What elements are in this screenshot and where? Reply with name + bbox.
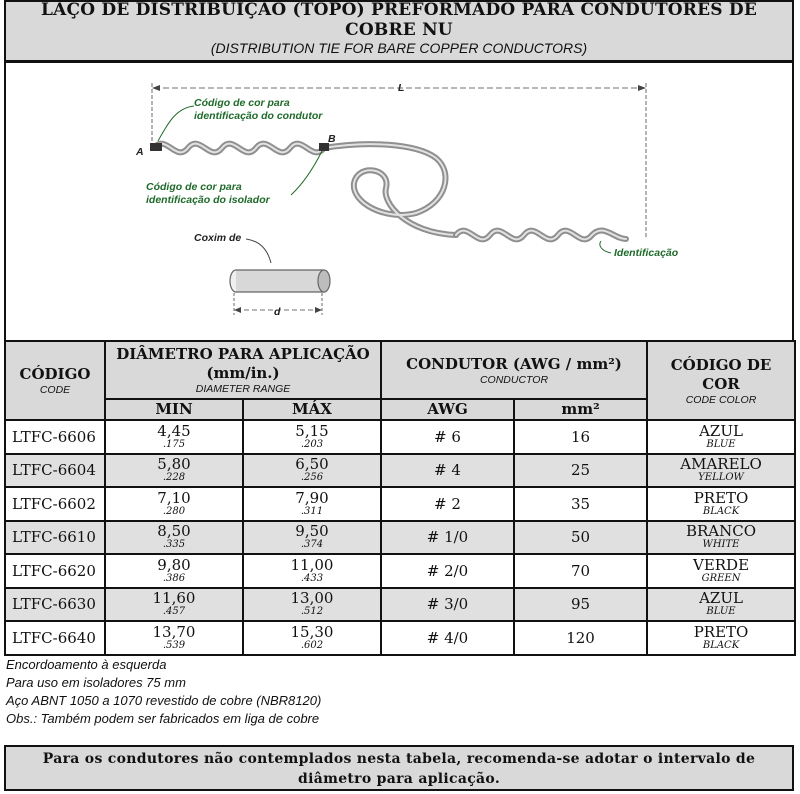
distribution-tie-drawing [6, 63, 792, 340]
arrow-left-icon [234, 307, 241, 313]
cushion-label: Coxim de [194, 232, 242, 244]
dimension-d-label: d [274, 306, 281, 318]
cell-max: 11,00 .433 [243, 554, 381, 588]
table-row [5, 621, 795, 655]
table-row [5, 588, 795, 622]
cell-awg: # 1/0 [381, 521, 514, 555]
insulator-code-label-line1: Código de cor para [146, 181, 242, 193]
cell-mm2: 70 [514, 554, 647, 588]
cell-max: 6,50 .256 [243, 454, 381, 488]
identification-label: Identificação [614, 247, 679, 259]
cell-awg: # 2/0 [381, 554, 514, 588]
cell-code: LTFC-6606 [5, 420, 105, 454]
cell-mm2: 35 [514, 487, 647, 521]
insulator-leader-line [291, 151, 322, 195]
cell-max: 5,15 .203 [243, 420, 381, 454]
cell-awg: # 2 [381, 487, 514, 521]
header-color-code: CÓDIGO DE COR CODE COLOR [647, 341, 795, 420]
header-mm2: mm² [514, 399, 647, 420]
header-max: MÁX [243, 399, 381, 420]
cell-mm2: 25 [514, 454, 647, 488]
dimension-l-label: L [398, 82, 405, 94]
cell-color: AMARELO YELLOW [647, 454, 795, 488]
page-subtitle: (DISTRIBUTION TIE FOR BARE COPPER CONDUCTORS) [210, 40, 588, 56]
identification-leader-line [600, 241, 611, 253]
conductor-color-marker [150, 143, 162, 151]
cell-color: PRETO BLACK [647, 621, 795, 655]
cell-color: VERDE GREEN [647, 554, 795, 588]
cell-code: LTFC-6620 [5, 554, 105, 588]
cell-min: 5,80 .228 [105, 454, 243, 488]
table-body [5, 420, 795, 655]
point-a-label: A [136, 146, 144, 158]
cell-code: LTFC-6630 [5, 588, 105, 622]
cell-awg: # 4/0 [381, 621, 514, 655]
cell-mm2: 95 [514, 588, 647, 622]
cell-mm2: 120 [514, 621, 647, 655]
cell-color: AZUL BLUE [647, 588, 795, 622]
arrow-right-icon [315, 307, 322, 313]
cell-code: LTFC-6604 [5, 454, 105, 488]
header-conductor: CONDUTOR (AWG / mm²) CONDUCTOR [381, 341, 647, 399]
cell-awg: # 6 [381, 420, 514, 454]
cell-max: 13,00 .512 [243, 588, 381, 622]
table-row [5, 554, 795, 588]
cell-awg: # 3/0 [381, 588, 514, 622]
insulator-code-label-line2: identificação do isolador [146, 194, 270, 206]
page-title: LAÇO DE DISTRIBUIÇÃO (TOPO) PREFORMADO PARA CONDUTORES DE COBRE NU [41, 0, 757, 40]
cell-awg: # 4 [381, 454, 514, 488]
cell-code: LTFC-6640 [5, 621, 105, 655]
cushion-end-right [318, 270, 330, 292]
cell-mm2: 50 [514, 521, 647, 555]
cell-max: 9,50 .374 [243, 521, 381, 555]
cell-min: 7,10 .280 [105, 487, 243, 521]
conductor-code-label-line1: Código de cor para [194, 97, 290, 109]
cushion-leader-line [246, 239, 271, 263]
product-drawing [4, 61, 794, 342]
cell-code: LTFC-6602 [5, 487, 105, 521]
arrow-right-icon [638, 85, 646, 91]
table-row [5, 521, 795, 555]
cell-color: BRANCO WHITE [647, 521, 795, 555]
cell-mm2: 16 [514, 420, 647, 454]
header-awg: AWG [381, 399, 514, 420]
footer-note: Para os condutores não contemplados nesta tabela, recomenda-se adotar o intervalo de diâmetro para aplicação. [4, 745, 794, 791]
note-item: Encordoamento à esquerda [6, 657, 167, 672]
note-item: Aço ABNT 1050 a 1070 revestido de cobre (NBR8120) [6, 693, 322, 708]
header-code: CÓDIGO CODE [5, 341, 105, 420]
cell-min: 9,80 .386 [105, 554, 243, 588]
spec-table [4, 340, 796, 656]
table-row [5, 454, 795, 488]
cell-min: 13,70 .539 [105, 621, 243, 655]
table-row [5, 487, 795, 521]
cell-color: AZUL BLUE [647, 420, 795, 454]
cushion-body [236, 270, 324, 292]
cell-code: LTFC-6610 [5, 521, 105, 555]
notes [6, 656, 321, 728]
point-b-label: B [328, 133, 336, 145]
cell-min: 4,45 .175 [105, 420, 243, 454]
note-item: Obs.: Também podem ser fabricados em liga de cobre [6, 711, 320, 726]
cell-max: 7,90 .311 [243, 487, 381, 521]
table-row [5, 420, 795, 454]
arrow-left-icon [152, 85, 160, 91]
header-min: MIN [105, 399, 243, 420]
conductor-code-label-line2: identificação do condutor [194, 110, 323, 122]
title-banner [4, 0, 794, 62]
cell-min: 11,60 .457 [105, 588, 243, 622]
conductor-leader-line [158, 106, 194, 141]
header-diameter: DIÂMETRO PARA APLICAÇÃO (mm/in.) DIAMETER RANGE [105, 341, 381, 399]
cell-color: PRETO BLACK [647, 487, 795, 521]
note-item: Para uso em isoladores 75 mm [6, 675, 186, 690]
cell-min: 8,50 .335 [105, 521, 243, 555]
cell-max: 15,30 .602 [243, 621, 381, 655]
